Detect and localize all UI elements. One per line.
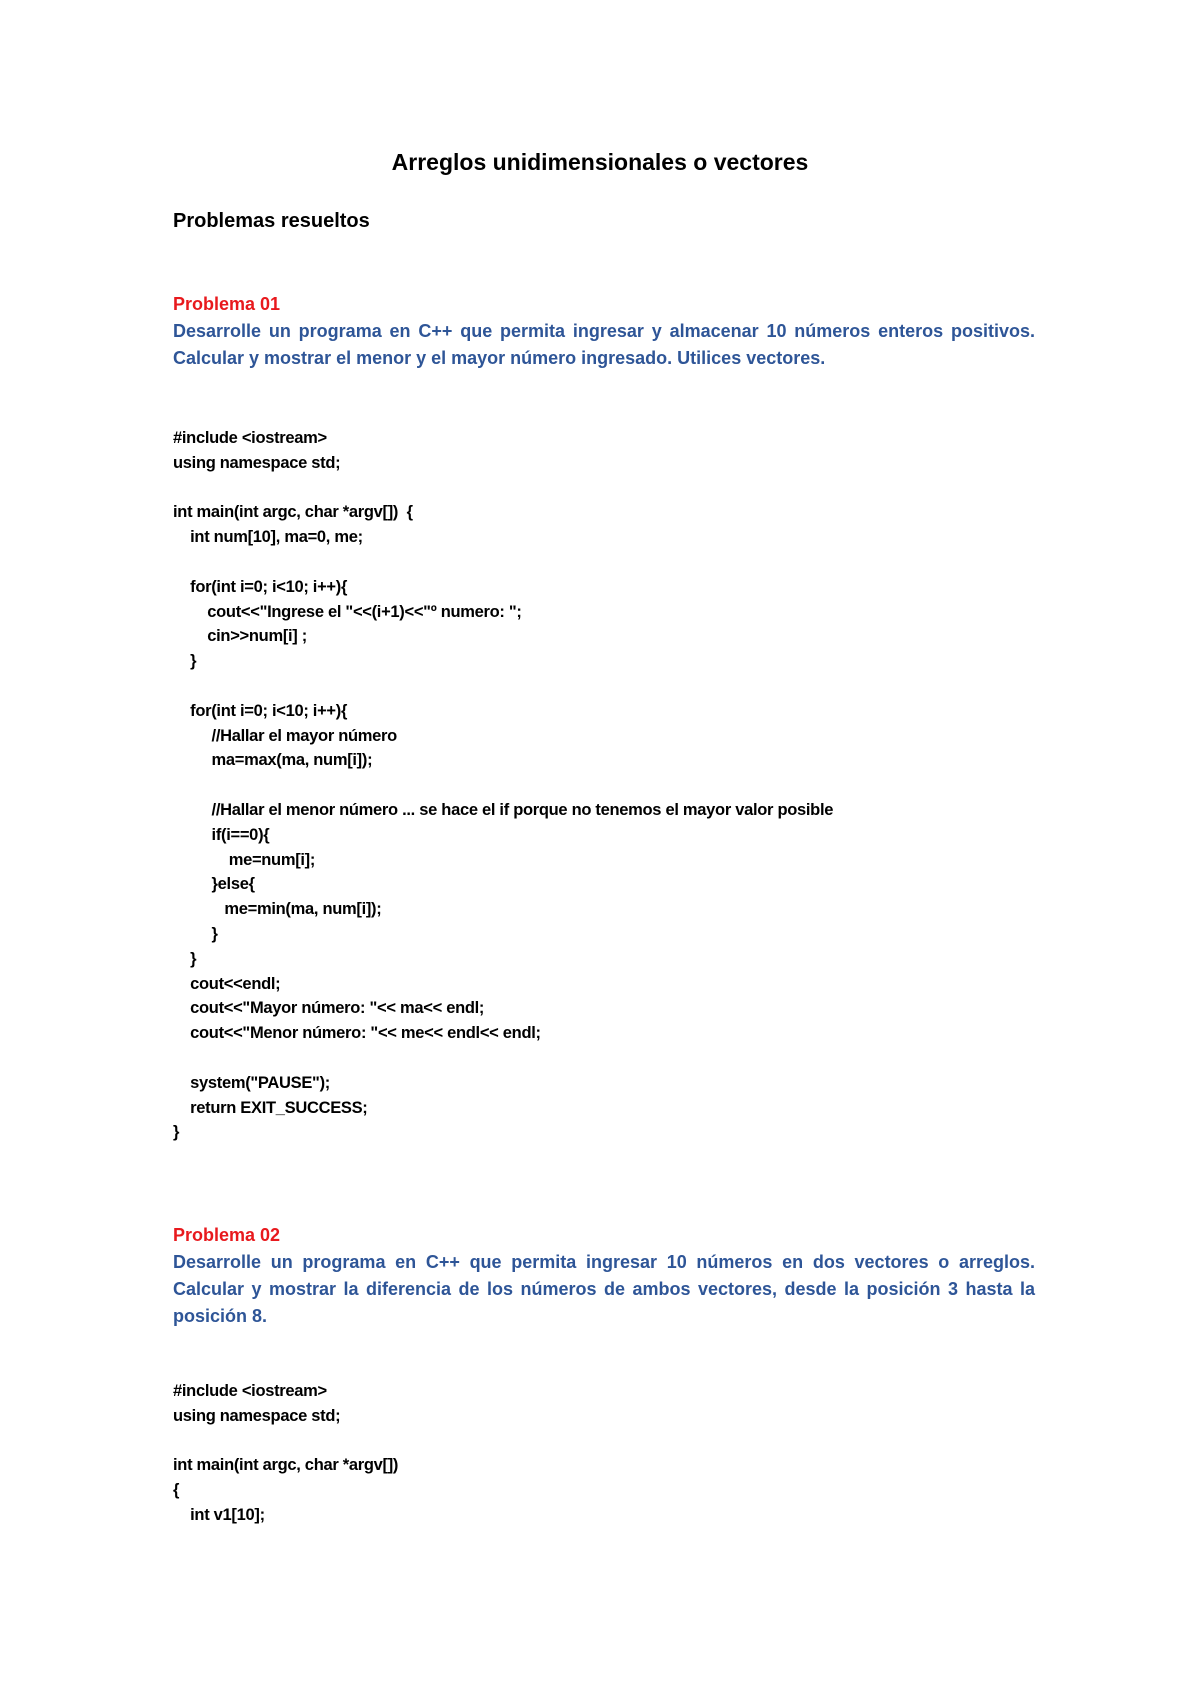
code-line [173,550,833,575]
code-line [173,773,833,798]
code-line: me=num[i]; [173,850,316,869]
code-line: //Hallar el mayor número [173,726,397,745]
code-line: system("PAUSE"); [173,1073,330,1092]
code-line: for(int i=0; i<10; i++){ [173,577,348,596]
problem-label: Problema 01 [173,294,281,314]
code-line [173,476,833,501]
code-line: { [173,1481,180,1500]
code-line: ma=max(ma, num[i]); [173,751,373,770]
problem-label: Problema 02 [173,1225,281,1245]
code-line: if(i==0){ [173,825,270,844]
code-line [173,1429,398,1454]
code-line [173,674,833,699]
code-line: }else{ [173,875,255,894]
code-line: //Hallar el menor número ... se hace el if porque no tenemos el mayor valor posible [173,800,834,819]
code-line: me=min(ma, num[i]); [173,900,382,919]
code-line [173,1046,833,1071]
code-line: cout<<endl; [173,974,281,993]
document-title: Arreglos unidimensionales o vectores [391,149,809,175]
code-block [173,1379,398,1528]
code-line: } [173,949,197,968]
code-line: using namespace std; [173,1406,341,1425]
code-line: int v1[10]; [173,1505,265,1524]
code-line: cout<<"Mayor número: "<< ma<< endl; [173,999,485,1018]
code-line: using namespace std; [173,453,341,472]
code-line: } [173,652,197,671]
code-line: cout<<"Menor número: "<< me<< endl<< endl; [173,1024,541,1043]
code-line: int main(int argc, char *argv[]) { [173,503,413,522]
code-line: int main(int argc, char *argv[]) [173,1456,399,1475]
code-line: #include <iostream> [173,1382,327,1400]
problem-statement: Desarrolle un programa en C++ que permita ingresar 10 números en dos vectores o arreglos. Calcular y mostrar la diferencia de los números de ambos vectores, desde la posición 3 hasta la posición 8. [173,1252,1035,1326]
problem-statement: Desarrolle un programa en C++ que permita ingresar y almacenar 10 números enteros positivos. Calcular y mostrar el menor y el mayor número ingresado. Utilices vectores. [173,321,1035,368]
section-heading: Problemas resueltos [173,210,370,232]
code-line: int num[10], ma=0, me; [173,528,363,547]
code-line: } [173,1123,180,1142]
code-line: #include <iostream> [173,429,327,447]
code-line: for(int i=0; i<10; i++){ [173,701,348,720]
code-block [173,426,833,1145]
code-line: return EXIT_SUCCESS; [173,1098,368,1117]
code-line: } [173,924,218,943]
code-line: cin>>num[i] ; [173,627,307,646]
code-line: cout<<"Ingrese el "<<(i+1)<<"º numero: "; [173,602,522,621]
